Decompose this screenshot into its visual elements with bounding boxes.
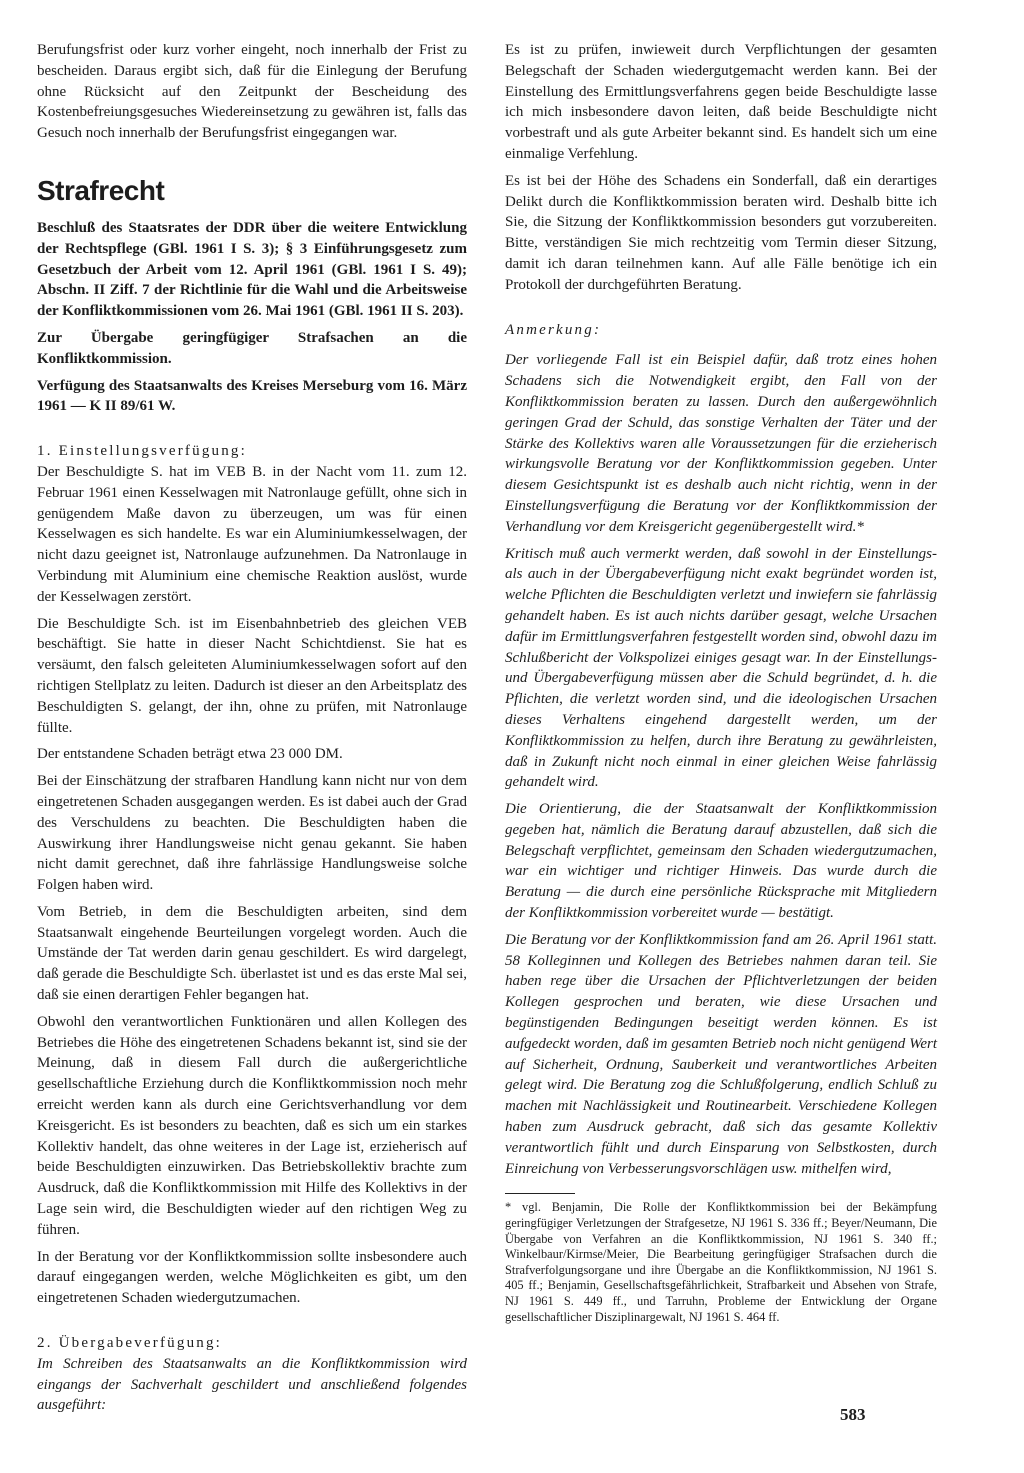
footnote: * vgl. Benjamin, Die Rolle der Konfliktkommission bei der Bekämpfung geringfügiger Verletzungen der Strafgesetze, NJ 1961 S. 336 ff.; Beyer/Neumann, Die Übergabe von Verfahren an die Konfliktkommission, NJ 1961 S. 340 ff.; Winkelbaur/Kirmse/Meier, Die Bearbeitung geringfügiger Strafsachen durch die Strafverfolgungsorgane und ihre Übergabe an die Konfliktkommission, NJ 1961 S. 405 ff.; Benjamin, Gesellschaftsgefährlichkeit, Strafbarkeit und Absehen von Strafe, NJ 1961 S. 449 ff., und Tarruhn, Probleme der Entwicklung der Organe gesellschaftlicher Disziplinargewalt, NJ 1961 S. 464 ff. (505, 1200, 937, 1324)
left-column (37, 40, 467, 1416)
intro-paragraph: Berufungsfrist oder kurz vorher eingeht, noch innerhalb der Frist zu bescheiden. Daraus ergibt sich, daß für die Einlegung der Berufung ohne Rücksicht auf den Zeitpunkt der Bescheidung des Kostenbefreiungsgesuches Wiedereinsetzung zu gewähren ist, falls das Gesuch noch innerhalb der Berufungsfrist eingegangen war. (37, 42, 467, 142)
case-legal-references: Beschluß des Staatsrates der DDR über die weitere Entwicklung der Rechtspflege (GBl. 1961 I S. 3); § 3 Einführungsgesetz zum Gesetzbuch der Arbeit vom 12. April 1961 (GBl. 1961 I S. 49); Abschn. II Ziff. 7 der Richtlinie für die Wahl und die Arbeitsweise der Konfliktkommissionen vom 26. Mai 1961 (GBl. 1961 II S. 203). (37, 219, 467, 320)
section-title: Strafrecht (37, 174, 165, 206)
body-paragraph: Es ist zu prüfen, inwieweit durch Verpflichtungen der gesamten Belegschaft der Schaden wiedergutgemacht werden kann. Bei der Einstellung des Ermittlungsverfahrens gegen beide Beschuldigte lasse ich mich insbesondere davon leiten, daß beide Beschuldigte nicht vorbestraft und als gute Arbeiter bekannt sind. Es handelt sich um eine einmalige Verfehlung. (505, 42, 937, 162)
body-paragraph: Die Beschuldigte Sch. ist im Eisenbahnbetrieb des gleichen VEB beschäftigt. Sie hatte in dieser Nacht Schichtdienst. Sie hat es versäumt, den falsch geleiteten Aluminiumkesselwagen sofort auf den richtigen Stellplatz zu leiten. Dadurch ist dieser an den Arbeitsplatz des Beschuldigten S. gelangt, der ihn, ohne zu prüfen, mit Natronlauge füllte. (37, 615, 467, 736)
body-paragraph: Bei der Einschätzung der strafbaren Handlung kann nicht nur von dem eingetretenen Schaden ausgegangen werden. Es ist dabei auch der Grad des Verschuldens zu beachten. Die Beschuldigten haben die Auswirkung ihrer Handlungsweise nicht genau gekannt. Sie haben nicht damit gerechnet, daß ihre fahrlässige Handlungsweise solche Folgen haben wird. (37, 773, 467, 894)
subheading-anmerkung: Anmerkung: (505, 321, 602, 338)
body-paragraph: Der Beschuldigte S. hat im VEB B. in der Nacht vom 11. zum 12. Februar 1961 einen Kesselwagen mit Natronlauge gefüllt, ohne sich in genügendem Maße davon zu überzeugen, um was für einen Kesselwagen es sich handelte. Es war ein Aluminiumkesselwagen, der nicht dazu geeignet ist, Natronlauge aufzunehmen. Da Natronlauge in Verbindung mit Aluminium eine chemische Reaktion auslöst, wurde der Kesselwagen zerstört. (37, 463, 467, 605)
case-subject: Zur Übergabe geringfügiger Strafsachen an die Konfliktkommission. (37, 329, 467, 367)
note-paragraph: Die Beratung vor der Konfliktkommission fand am 26. April 1961 statt. 58 Kolleginnen und Kollegen des Betriebes nahmen daran teil. Sie haben rege über die Ursachen der Pflichtverletzungen der beiden Kollegen gesprochen und beraten, wie diese Ursachen und begünstigenden Bedingungen beseitigt werden können. Es ist aufgedeckt worden, daß im gesamten Betrieb noch nicht genügend Wert auf Sicherheit, Ordnung, Sauberkeit und verantwortliches Arbeiten gelegt wird. Die Beratung zog die Schlußfolgerung, endlich Schluß zu machen mit Nachlässigkeit und Routinearbeit. Verschiedene Kollegen haben zum Ausdruck gebracht, daß sich das gesamte Kollektiv verantwortlich fühlt und durch Einsparung von Selbstkosten, durch Einreichung von Verbesserungsvorschlägen usw. mithelfen wird, (505, 931, 937, 1177)
body-paragraph: Im Schreiben des Staatsanwalts an die Konfliktkommission wird eingangs der Sachverhalt geschildert und anschließend folgendes ausgeführt: (37, 1355, 467, 1414)
subheading-einstellungsverfuegung: 1. Einstellungsverfügung: (37, 443, 247, 460)
note-paragraph: Die Orientierung, die der Staatsanwalt der Konfliktkommission gegeben hat, nämlich die Beratung darauf abzustellen, daß sich die Belegschaft verpflichtet, gemeinsam den Schaden wiedergutzumachen, war ein wichtiger und richtiger Hinweis. Das wurde durch die Beratung — die durch eine persönliche Rücksprache mit Mitgliedern der Konfliktkommission vorbereitet wurde — bestätigt. (505, 801, 937, 922)
right-column (505, 40, 937, 1325)
footnote-divider (505, 1193, 575, 1194)
body-paragraph: Vom Betrieb, in dem die Beschuldigten arbeiten, sind dem Staatsanwalt eingehende Beurteilungen vorgelegt worden. Auch die Umstände der Tat werden darin genau geschildert. Es wird dargelegt, daß gerade die Beschuldigte Sch. überlastet ist und es das erste Mal sei, daß sie einen derartigen Fehler begangen hat. (37, 903, 467, 1004)
body-paragraph: Es ist bei der Höhe des Schadens ein Sonderfall, daß ein derartiges Delikt durch die Konfliktkommission beraten wird. Deshalb bitte ich Sie, die Sitzung der Konfliktkommission besonders gut vorzubereiten. Bitte, verständigen Sie mich rechtzeitig vom Termin dieser Sitzung, damit ich daran teilnehmen kann. Auf alle Fälle benötige ich ein Protokoll der durchgeführten Beratung. (505, 172, 937, 293)
subheading-uebergabeverfuegung: 2. Übergabeverfügung: (37, 1335, 223, 1352)
page-number: 583 (840, 1405, 866, 1424)
body-paragraph: Der entstandene Schaden beträgt etwa 23 000 DM. (37, 746, 343, 763)
body-paragraph: In der Beratung vor der Konfliktkommission sollte insbesondere auch darauf eingegangen werden, welche Möglichkeiten es gibt, um den eingetretenen Schaden wiedergutzumachen. (37, 1248, 467, 1307)
note-paragraph: Der vorliegende Fall ist ein Beispiel dafür, daß trotz eines hohen Schadens sich die Notwendigkeit ergibt, den Fall von der Konfliktkommission beraten zu lassen. Durch den außergewöhnlich geringen Grad der Schuld, das sonstige Verhalten der Täter und der Stärke des Kollektivs waren alle Voraussetzungen für die erzieherisch wirkungsvolle Beratung vor der Konfliktkommission gegeben. Unter diesem Gesichtspunkt ist es deshalb auch nicht richtig, wenn in der Einstellungsverfügung die Beratung vor der Konfliktkommission der Verhandlung vor dem Kreisgericht gegenübergestellt wird.* (505, 352, 937, 535)
note-paragraph: Kritisch muß auch vermerkt werden, daß sowohl in der Einstellungs- als auch in der Übergabeverfügung nicht exakt begründet worden ist, welche Pflichten die Beschuldigten verletzt und inwiefern sie fahrlässig gehandelt haben. Es ist auch nichts darüber gesagt, welche Ursachen dafür im Ermittlungsverfahren festgestellt worden sind, obwohl dazu im Schlußbericht der Volkspolizei einiges gesagt war. In der Einstellungs- und Übergabeverfügung müssen aber die Schuld begründet, d. h. die Pflichten, die verletzt worden sind, und die ideologischen Ursachen dieses Verhaltens eingehend dargestellt werden, um der Konfliktkommission zu helfen, durch ihre Beratung zu gewährleisten, daß in Zukunft nicht noch einmal in einer gleichen Weise fahrlässig gehandelt wird. (505, 545, 937, 791)
case-decision: Verfügung des Staatsanwalts des Kreises Merseburg vom 16. März 1961 — K II 89/61 W. (37, 377, 467, 415)
body-paragraph: Obwohl den verantwortlichen Funktionären und allen Kollegen des Betriebes die Höhe des eingetretenen Schadens bekannt ist, sind sie der Meinung, daß in diesem Fall durch die außergerichtliche gesellschaftliche Erziehung durch die Konfliktkommission noch mehr erreicht werden kann als durch eine Gerichtsverhandlung vor dem Kreisgericht. Es ist besonders zu beachten, daß es sich um ein starkes Kollektiv handelt, das ohne weiteres in der Lage ist, erzieherisch auf beide Beschuldigten einzuwirken. Das Betriebskollektiv brachte zum Ausdruck, daß die Konfliktkommission mit Hilfe des Kollektivs in der Lage sein wird, die Beschuldigten wieder auf den richtigen Weg zu führen. (37, 1013, 467, 1238)
